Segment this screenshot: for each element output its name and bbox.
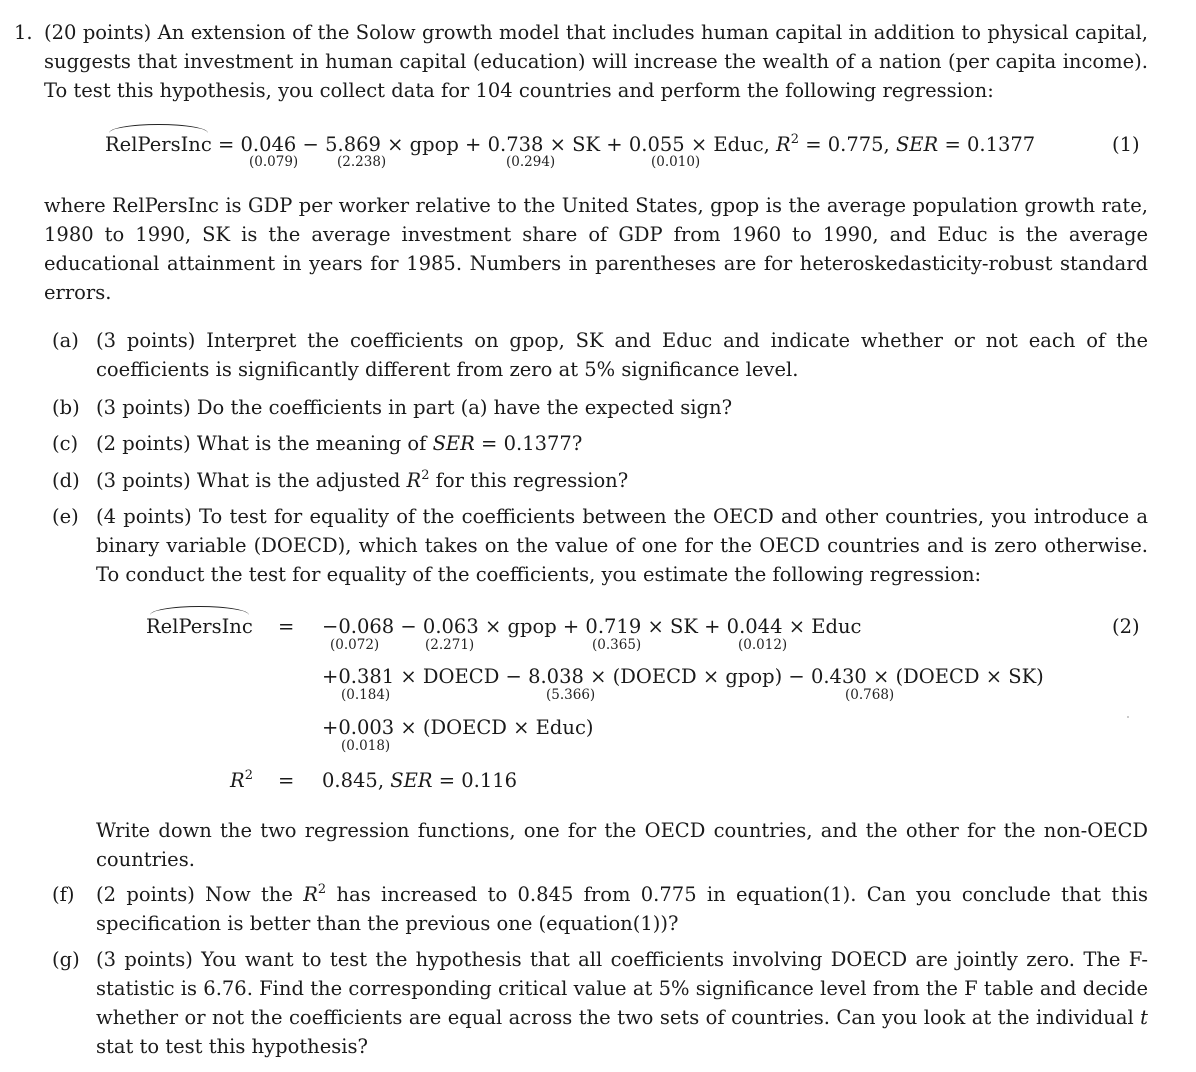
question-e-followup: Write down the two regression functions, one for the OECD countries, and the other for the non-OECD countries.: [96, 819, 1148, 871]
se-eq1-educ: (0.010): [651, 154, 701, 170]
equation-1: RelPersInc = 0.046 − 5.869 × gpop + 0.738 × SK + 0.055 × Educ, $R^2 = 0.775$, SER = 0.1377: [105, 130, 1035, 159]
question-f: (f) (2 points) Now the $R^2$ has increased to 0.845 from 0.775 in equation(1). Can you conclude that this specification is better than the previous one (equation(1))?: [52, 882, 1148, 935]
equation-2-line-3: +0.003 × (DOECD × Educ): [322, 716, 594, 739]
question-b: (b) (3 points) Do the coefficients in part (a) have the expected sign?: [52, 396, 733, 419]
equation-2-fit-stats: 0.845, SER = 0.116: [322, 769, 518, 792]
equation-2-lhs: [146, 612, 253, 641]
equation-1-tag: (1): [1112, 133, 1140, 156]
se-eq2-doecd-educ: (0.018): [341, 738, 391, 754]
question-d: (d) (3 points) What is the adjusted $R^2$ for this regression?: [52, 468, 629, 492]
problem-intro: (20 points) An extension of the Solow growth model that includes human capital in addition to physical capital, suggests that investment in human capital (education) will increase the wealth of a nation (per capita income). To test this hypothesis, you collect data for 104 countries and perform the following regression:: [44, 21, 1148, 102]
equation-2-eqsign: =: [278, 615, 295, 638]
relpersinc-hat-2: RelPersInc: [146, 612, 253, 641]
se-eq1-sk: (0.294): [506, 154, 556, 170]
se-eq2-doecd: (0.184): [341, 687, 391, 703]
question-c: (c) (2 points) What is the meaning of SER = 0.1377?: [52, 432, 583, 455]
se-eq2-gpop: (2.271): [425, 637, 475, 653]
equation-2-r2-eqsign: =: [278, 769, 295, 792]
question-g: (g) (3 points) You want to test the hypothesis that all coefficients involving DOECD are jointly zero. The F-statistic is 6.76. Find the corresponding critical value at 5% significance level from the F table and decide whether or not the coefficients are equal across the two sets of countries. Can you look at the individual t stat to test this hypothesis?: [52, 948, 1148, 1058]
se-eq2-doecd-gpop: (5.366): [546, 687, 596, 703]
equation-2-tag: (2): [1112, 615, 1140, 638]
se-eq2-sk: (0.365): [592, 637, 642, 653]
se-eq1-intercept: (0.079): [249, 154, 299, 170]
se-eq1-gpop: (2.238): [337, 154, 387, 170]
relpersinc-hat: RelPersInc: [105, 130, 212, 159]
equation-2-line-1: −0.068 − 0.063 × gpop + 0.719 × SK + 0.044 × Educ: [322, 615, 862, 638]
equation-2-r2-label: $R^2$: [230, 768, 253, 792]
question-e: (e) (4 points) To test for equality of the coefficients between the OECD and other countries, you introduce a binary variable (DOECD), which takes on the value of one for the OECD countries and is zero otherwise. To conduct the test for equality of the coefficients, you estimate the following regression:: [52, 505, 1148, 586]
equation-2-line-2: +0.381 × DOECD − 8.038 × (DOECD × gpop) − 0.430 × (DOECD × SK): [322, 665, 1044, 688]
variable-definitions: where RelPersInc is GDP per worker relative to the United States, gpop is the average population growth rate, 1980 to 1990, SK is the average investment share of GDP from 1960 to 1990, and Educ is the average educational attainment in years for 1985. Numbers in parentheses are for heteroskedasticity-robust standard errors.: [44, 194, 1148, 304]
se-eq2-doecd-sk: (0.768): [845, 687, 895, 703]
problem-number: 1.: [14, 21, 33, 44]
se-eq2-intercept: (0.072): [330, 637, 380, 653]
question-a: (a) (3 points) Interpret the coefficients on gpop, SK and Educ and indicate whether or not each of the coefficients is significantly different from zero at 5% significance level.: [52, 329, 1148, 381]
scan-speck: [1127, 716, 1129, 718]
se-eq2-educ: (0.012): [738, 637, 788, 653]
